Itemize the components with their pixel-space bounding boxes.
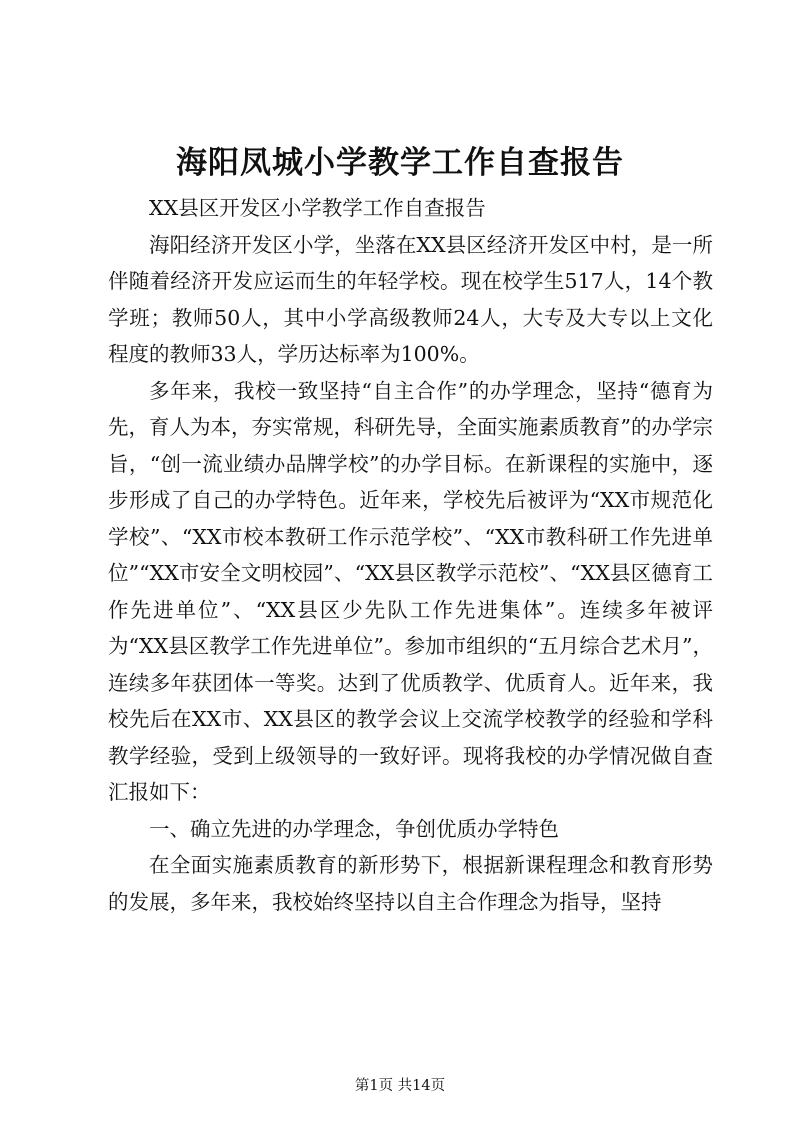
paragraph-subtitle: XX县区开发区小学教学工作自查报告 xyxy=(149,196,486,220)
paragraph-school-achievements: 多年来，我校一致坚持“自主合作”的办学理念，坚持“德育为先，育人为本，夯实常规，科研先导，全面实施素质教育”的办学宗旨，“创一流业绩办品牌学校”的办学目标。在新课程的实施中，逐步形成了自己的办学特色。近年来，学校先后被评为“XX市规范化学校”、“XX市校本教研工作示范学校”、“XX市教科研工作先进单位”“XX市安全文明校园”、“XX县区教学示范校”、“XX县区德育工作先进单位”、“XX县区少先队工作先进集体”。连续多年被评为“XX县区教学工作先进单位”。参加市组织的“五月综合艺术月”，连续多年获团体一等奖。达到了优质教学、优质育人。近年来，我校先后在XX市、XX县区的教学会议上交流学校教学的经验和学科教学经验，受到上级领导的一致好评。现将我校的办学情况做自查汇报如下： xyxy=(108,378,713,804)
paragraph-section-1-body: 在全面实施素质教育的新形势下，根据新课程理念和教育形势的发展，多年来，我校始终坚持以自主合作理念为指导，坚持 xyxy=(108,853,713,914)
document-body xyxy=(108,190,713,920)
section-heading-1: 一、确立先进的办学理念，争创优质办学特色 xyxy=(149,816,559,841)
paragraph-school-intro: 海阳经济开发区小学，坐落在XX县区经济开发区中村，是一所伴随着经济开发应运而生的年轻学校。现在校学生517人，14个教学班；教师50人，其中小学高级教师24人，大专及大专以上文化程度的教师33人，学历达标率为100%。 xyxy=(108,232,713,366)
page-footer: 第1页 共14页 xyxy=(354,1078,446,1094)
page-title: 海阳凤城小学教学工作自查报告 xyxy=(176,145,624,181)
